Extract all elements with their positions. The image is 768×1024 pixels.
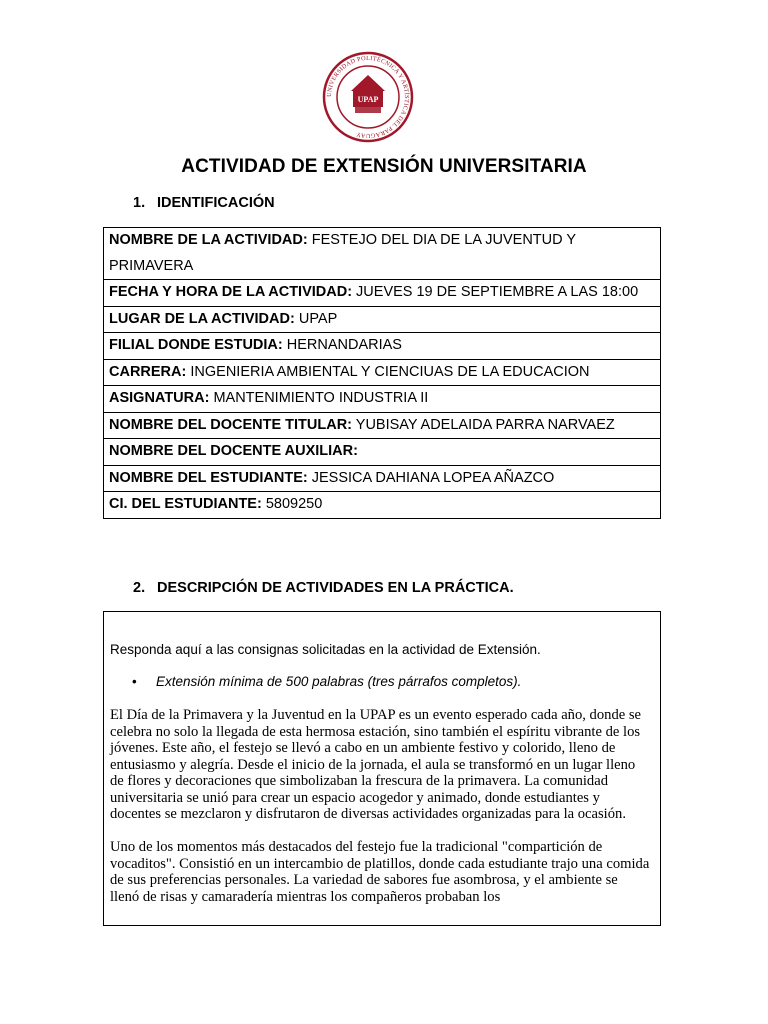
field-label: NOMBRE DEL DOCENTE TITULAR:	[109, 416, 353, 433]
document-title: ACTIVIDAD DE EXTENSIÓN UNIVERSITARIA	[181, 156, 587, 177]
table-cell	[104, 228, 661, 280]
table-row	[104, 280, 661, 307]
section-title: IDENTIFICACIÓN	[157, 195, 275, 211]
field-value: INGENIERIA AMBIENTAL Y CIENCIUAS DE LA EDUCACION	[186, 363, 590, 380]
field-label: FILIAL DONDE ESTUDIA:	[109, 337, 283, 353]
field-label: NOMBRE DE LA ACTIVIDAD:	[109, 232, 308, 248]
field-label: CI. DEL ESTUDIANTE:	[109, 496, 262, 512]
table-cell	[104, 386, 661, 413]
description-box	[103, 611, 661, 926]
table-cell	[104, 492, 661, 519]
identification-table	[103, 227, 661, 519]
table-cell	[104, 306, 661, 333]
section-title: DESCRIPCIÓN DE ACTIVIDADES EN LA PRÁCTICA.	[157, 580, 514, 596]
field-label: NOMBRE DEL ESTUDIANTE:	[109, 469, 308, 486]
field-label: CARRERA:	[109, 363, 187, 380]
field-value: JUEVES 19 DE SEPTIEMBRE A LAS 18:00	[352, 284, 639, 300]
bullet-text: Extensión mínima de 500 palabras (tres párrafos completos).	[156, 674, 522, 689]
section-identificacion-heading	[133, 195, 275, 211]
table-row	[104, 333, 661, 360]
bullet-icon: •	[132, 674, 137, 689]
table-row	[104, 359, 661, 386]
table-row	[104, 439, 661, 466]
logo-name: UPAP	[357, 95, 379, 104]
field-value: MANTENIMIENTO INDUSTRIA II	[209, 390, 429, 406]
section-descripcion-heading	[133, 580, 514, 596]
table-row	[104, 228, 661, 280]
table-cell	[104, 359, 661, 386]
essay-paragraph: El Día de la Primavera y la Juventud en la UPAP es un evento esperado cada año, donde se celebra no solo la llegada de esta hermosa estación, sino también el espíritu vibrante de los jóvenes. Este año, el festejo se llevó a cabo en un ambiente festivo y colorido, lleno de entusiasmo y alegría. Desde el inicio de la jornada, el aula se transformó en un lugar lleno de flores y decoraciones que simbolizaban la frescura de la primavera. La comunidad universitaria se unió para crear un espacio acogedor y animado, donde estudiantes y docentes se mezclaron y disfrutaron de diversas actividades organizadas para la ocasión.	[110, 707, 642, 822]
section-number: 2.	[133, 580, 146, 596]
logo-ring-text: UNIVERSIDAD POLITÉCNICA Y ARTÍSTICA DEL PARAGUAY	[325, 54, 411, 140]
field-value: YUBISAY ADELAIDA PARRA NARVAEZ	[352, 416, 615, 433]
field-label: ASIGNATURA:	[109, 390, 210, 406]
table-cell	[104, 333, 661, 360]
bullet-item	[132, 674, 521, 689]
field-label: FECHA Y HORA DE LA ACTIVIDAD:	[109, 284, 353, 300]
field-label: LUGAR DE LA ACTIVIDAD:	[109, 310, 295, 327]
table-cell	[104, 439, 661, 466]
field-value: JESSICA DAHIANA LOPEA AÑAZCO	[307, 469, 555, 486]
table-row	[104, 492, 661, 519]
field-value: HERNANDARIAS	[282, 337, 402, 353]
table-row	[104, 412, 661, 439]
essay-paragraph: Uno de los momentos más destacados del festejo fue la tradicional "compartición de vocaditos". Consistió en un intercambio de platillos, donde cada estudiante trajo una comida de sus preferencias personales. La variedad de sabores fue asombrosa, y el ambiente se llenó de risas y camaradería mientras los compañeros probaban los	[110, 839, 650, 905]
field-value: FESTEJO DEL DIA DE LA JUVENTUD Y PRIMAVERA	[109, 232, 576, 274]
table-cell	[104, 412, 661, 439]
instructions-text: Responda aquí a las consignas solicitadas en la actividad de Extensión.	[110, 642, 541, 657]
field-value: UPAP	[294, 310, 338, 327]
field-value: 5809250	[261, 496, 323, 512]
table-cell	[104, 465, 661, 492]
table-row	[104, 465, 661, 492]
field-label: NOMBRE DEL DOCENTE AUXILIAR:	[109, 443, 358, 459]
table-row	[104, 306, 661, 333]
table-cell	[104, 280, 661, 307]
section-number: 1.	[133, 195, 146, 211]
essay-body	[110, 707, 650, 922]
upap-logo	[322, 51, 414, 143]
table-row	[104, 386, 661, 413]
